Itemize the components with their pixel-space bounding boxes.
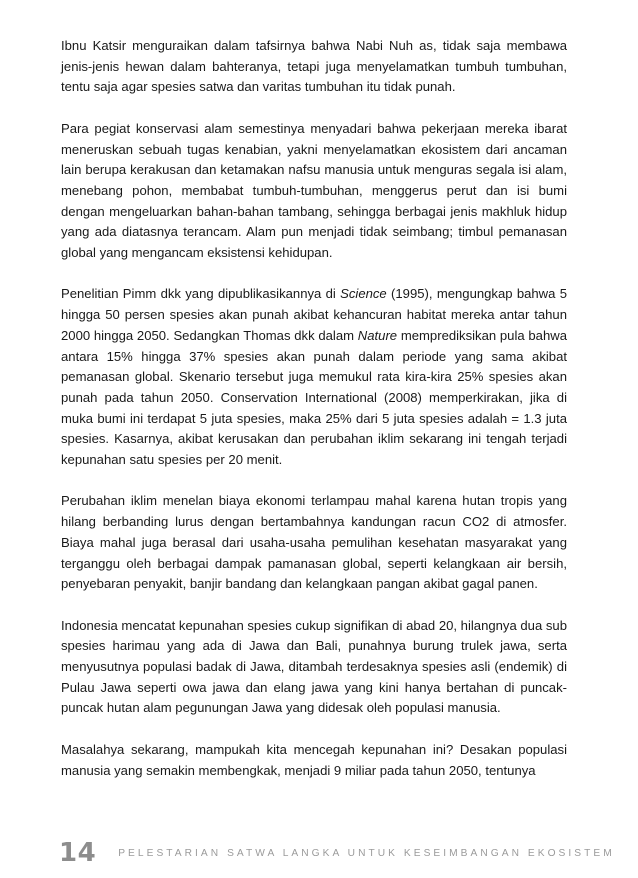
journal-name-science: Science — [340, 286, 387, 302]
paragraph-masalahnya: Masalahya sekarang, mampukah kita mencegah kepunahan ini? Desakan populasi manusia yang semakin membengkak, menjadi 9 miliar pada tahun 2050, tentunya — [61, 741, 567, 778]
paragraph-pegiat-konservasi: Para pegiat konservasi alam semestinya menyadari bahwa pekerjaan mereka ibarat meneruskan sebuah tugas kenabian, yakni menyelamatkan ekosistem dari ancaman lain berupa kerakusan dan ketamakan nafsu manusia untuk menguras segala isi alam, menebang pohon, membabat tumbuh-tumbuhan, menggerus perut dan isi bumi dengan mengeluarkan bahan-bahan tambang, sehingga berbagai jenis makhluk hidup yang ada diatasnya terancam. Alam pun menjadi tidak seimbang; timbul pemanasan global yang mengancam eksistensi kehidupan. — [61, 120, 567, 261]
paragraph-penelitian-part1: Penelitian Pimm dkk yang dipublikasikannya di — [61, 286, 341, 302]
paragraph-penelitian-part3: memprediksikan pula bahwa antara 15% hingga 37% spesies akan punah dalam periode yang sama akibat pemanasan global. Skenario tersebut juga memukul rata kira-kira 25% spesies akan punah pada tahun 2050. Conservation International (2008) memperkirakan, jika di muka bumi ini terdapat 5 juta spesies, maka 25% dari 5 juta spesies adalah = 1.3 juta spesies. Kasarnya, akibat kerusakan dan perubahan iklim sekarang ini tengah terjadi kepunahan satu spesies per 20 menit. — [61, 327, 567, 468]
paragraph-perubahan-iklim: Perubahan iklim menelan biaya ekonomi terlampau mahal karena hutan tropis yang hilang berbanding lurus dengan bertambahnya kandungan racun CO2 di atmosfer. Biaya mahal juga berasal dari usaha-usaha pemulihan kesehatan masyarakat yang terganggu oleh berbagai dampak pamanasan global, seperti kelangkaan air bersih, penyebaran penyakit, banjir bandang dan kelangkaan pangan akibat gagal panen. — [61, 493, 567, 592]
page-body — [61, 36, 567, 802]
journal-name-nature: Nature — [357, 327, 398, 343]
paragraph-penelitian-pimm — [61, 284, 567, 470]
page-footer — [59, 829, 615, 877]
paragraph-indonesia-kepunahan: Indonesia mencatat kepunahan spesies cukup signifikan di abad 20, hilangnya dua sub spesies harimau yang ada di Jawa dan Bali, punahnya burung trulek jawa, serta menyusutnya populasi badak di Jawa, ditambah terdesaknya spesies asli (endemik) di Pulau Jawa seperti owa jawa dan elang jawa yang kini hanya bertahan di puncak-puncak hutan alam pegunungan Jawa yang didesak oleh populasi manusia. — [61, 617, 567, 716]
page-number: 14 — [59, 838, 97, 868]
paragraph-penelitian-part2: (1995), mengungkap bahwa 5 hingga 50 persen spesies akan punah akibat kehancuran habitat mereka antar tahun 2000 hingga 2050. Sedangkan Thomas dkk dalam — [61, 286, 567, 343]
paragraph-nabi-nuh: Ibnu Katsir menguraikan dalam tafsirnya bahwa Nabi Nuh as, tidak saja membawa jenis-jenis hewan dalam bahteranya, tetapi juga menyelamatkan tumbuh tumbuhan, tentu saja agar spesies satwa dan varitas tumbuhan itu tidak punah. — [61, 38, 567, 95]
running-title: PELESTARIAN SATWA LANGKA UNTUK KESEIMBANGAN EKOSISTEM — [118, 847, 615, 859]
